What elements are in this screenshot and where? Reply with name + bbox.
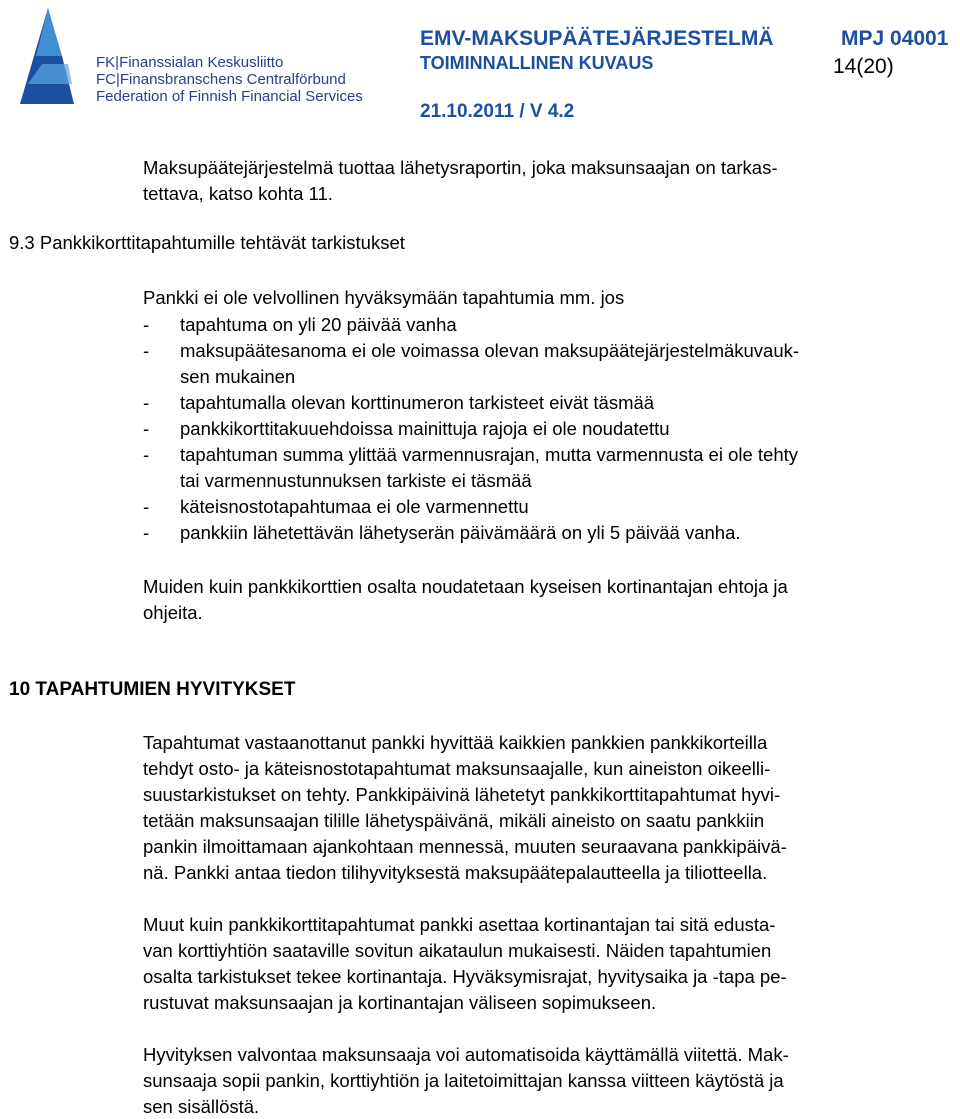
list-item-text: käteisnostotapahtumaa ei ole varmennettu <box>180 496 529 517</box>
list-item-text: tapahtuman summa ylittää varmennusrajan, mutta varmennusta ei ole tehty <box>180 444 799 465</box>
list-item-text: maksupäätesanoma ei ole voimassa olevan maksupäätejärjestelmäkuvauk- <box>180 340 800 361</box>
paragraph-line: tehdyt osto- ja käteisnostotapahtumat maksunsaajalle, kun aineiston oikeelli- <box>143 758 771 779</box>
paragraph-line: Pankki ei ole velvollinen hyväksymään tapahtumia mm. jos <box>143 287 625 308</box>
list-item-text: pankkiin lähetettävän lähetyserän päivämäärä on yli 5 päivää vanha. <box>180 522 741 543</box>
list-item-text: tapahtumalla olevan korttinumeron tarkisteet eivät täsmää <box>180 392 655 413</box>
list-item-text: tai varmennustunnuksen tarkiste ei täsmää <box>180 470 532 491</box>
paragraph-line: Muiden kuin pankkikorttien osalta noudatetaan kyseisen kortinantajan ehtoja ja <box>143 576 788 597</box>
list-item: - tapahtuma on yli 20 päivää vanha <box>143 314 457 335</box>
paragraph-line: Hyvityksen valvontaa maksunsaaja voi automatisoida käyttämällä viitettä. Mak- <box>143 1044 789 1065</box>
logo-mark-icon <box>6 4 96 109</box>
paragraph-line: tetään maksunsaajan tilille lähetyspäivänä, mikäli aineisto on saatu pankkiin <box>143 810 765 831</box>
document-title: EMV-MAKSUPÄÄTEJÄRJESTELMÄ <box>420 27 774 50</box>
org-name-fi: FK|Finanssialan Keskusliitto <box>96 54 284 71</box>
paragraph-line: van korttiyhtiön saataville sovitun aikataulun mukaisesti. Näiden tapahtumien <box>143 940 772 961</box>
org-name-en: Federation of Finnish Financial Services <box>96 88 363 105</box>
list-item: - tapahtumalla olevan korttinumeron tarkisteet eivät täsmää <box>143 392 655 413</box>
list-item: - maksupäätesanoma ei ole voimassa olevan maksupäätejärjestelmäkuvauk- <box>143 340 800 361</box>
paragraph-line: pankin ilmoittamaan ajankohtaan mennessä, muuten seuraavana pankkipäivä- <box>143 836 787 857</box>
paragraph-line: ohjeita. <box>143 602 203 623</box>
org-name-sv: FC|Finansbranschens Centralförbund <box>96 71 346 88</box>
list-item-text: pankkikorttitakuuehdoissa mainittuja rajoja ei ole noudatettu <box>180 418 670 439</box>
list-item: - käteisnostotapahtumaa ei ole varmennettu <box>143 496 529 517</box>
paragraph-line: sen sisällöstä. <box>143 1096 260 1117</box>
paragraph-line: sunsaaja sopii pankin, korttiyhtiön ja laitetoimittajan kanssa viitteen käytöstä ja <box>143 1070 784 1091</box>
list-item-text: tapahtuma on yli 20 päivää vanha <box>180 314 457 335</box>
org-name <box>96 54 363 105</box>
list-item: - pankkikorttitakuuehdoissa mainittuja rajoja ei ole noudatettu <box>143 418 670 439</box>
document-id: MPJ 04001 <box>841 27 949 50</box>
paragraph-line: nä. Pankki antaa tiedon tilihyvityksestä maksupäätepalautteella ja tiliotteella. <box>143 862 768 883</box>
list-item <box>0 365 820 389</box>
page-number: 14(20) <box>833 55 894 78</box>
list-item: - pankkiin lähetettävän lähetyserän päivämäärä on yli 5 päivää vanha. <box>143 522 741 543</box>
paragraph-line: Tapahtumat vastaanottanut pankki hyvittää kaikkien pankkien pankkikorteilla <box>143 732 768 753</box>
list-item-text: sen mukainen <box>180 366 296 387</box>
org-logo <box>6 4 363 109</box>
document-date: 21.10.2011 / V 4.2 <box>420 101 575 122</box>
section-heading: 10 TAPAHTUMIEN HYVITYKSET <box>9 679 296 700</box>
paragraph-line: rustuvat maksunsaajan ja kortinantajan väliseen sopimukseen. <box>143 992 657 1013</box>
paragraph-line: osalta tarkistukset tekee kortinantaja. Hyväksymisrajat, hyvitysaika ja -tapa pe- <box>143 966 787 987</box>
intro-line: Maksupäätejärjestelmä tuottaa lähetysraportin, joka maksunsaajan on tarkas- <box>143 157 778 178</box>
paragraph-line: Muut kuin pankkikorttitapahtumat pankki asettaa kortinantajan tai sitä edusta- <box>143 914 776 935</box>
list-item: - tapahtuman summa ylittää varmennusrajan, mutta varmennusta ei ole tehty <box>143 444 799 465</box>
document-subtitle: TOIMINNALLINEN KUVAUS <box>420 53 654 73</box>
section-heading: 9.3 Pankkikorttitapahtumille tehtävät tarkistukset <box>9 232 405 253</box>
intro-line: tettava, katso kohta 11. <box>143 183 333 204</box>
list-item <box>0 469 820 493</box>
paragraph-line: suustarkistukset on tehty. Pankkipäivinä lähetetyt pankkikorttitapahtumat hyvi- <box>143 784 781 805</box>
